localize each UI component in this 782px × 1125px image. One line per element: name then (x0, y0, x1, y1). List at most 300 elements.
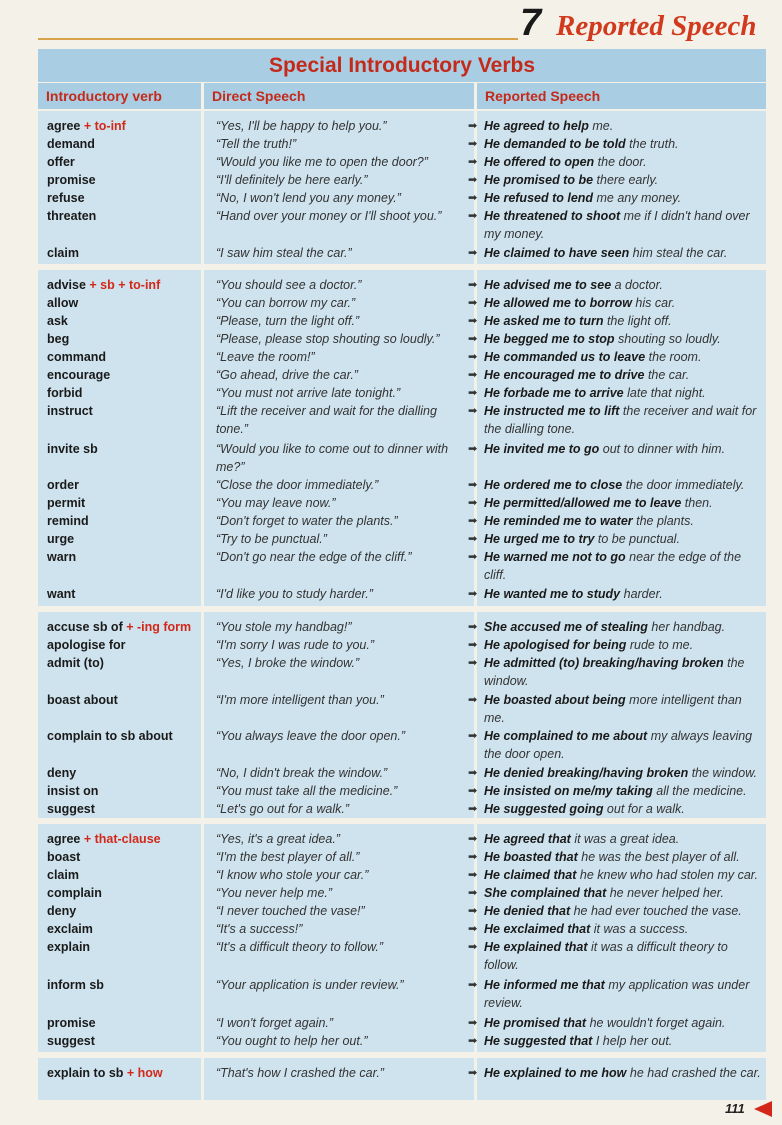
arrow-icon: ➡ (468, 1067, 478, 1079)
reported-rest: the plants. (632, 514, 694, 528)
introductory-verb (47, 530, 74, 548)
reported-key-phrase: He instructed me to lift (484, 404, 620, 418)
reported-key-phrase: He begged me to stop (484, 332, 615, 346)
verb-text: beg (47, 332, 70, 346)
direct-speech: “Yes, it's a great idea.” (216, 832, 340, 846)
verb-text: deny (47, 904, 77, 918)
reported-speech (484, 348, 766, 366)
introductory-verb (47, 848, 80, 866)
reported-speech (484, 884, 766, 902)
reported-key-phrase: He boasted that (484, 850, 578, 864)
reported-key-phrase: She complained that (484, 886, 607, 900)
arrow-icon: ➡ (468, 551, 478, 563)
arrow-icon: ➡ (468, 297, 478, 309)
reported-speech (484, 976, 766, 1012)
introductory-verb (47, 402, 93, 420)
direct-speech: “You can borrow my car.” (216, 296, 356, 310)
reported-rest: the door. (594, 155, 647, 169)
verb-pattern: + that-clause (80, 832, 161, 846)
direct-speech: “I saw him steal the car.” (216, 246, 352, 260)
arrow-icon: ➡ (468, 192, 478, 204)
reported-rest: rude to me. (626, 638, 694, 652)
direct-speech: “No, I didn't break the window.” (216, 766, 388, 780)
reported-speech (484, 530, 766, 548)
reported-speech (484, 189, 766, 207)
reported-rest: shouting so loudly. (614, 332, 721, 346)
verb-text: threaten (47, 209, 97, 223)
verb-text: remind (47, 514, 89, 528)
introductory-verb (47, 976, 104, 994)
introductory-verb (47, 866, 79, 884)
verb-pattern: + how (123, 1066, 163, 1080)
reported-key-phrase: She accused me of stealing (484, 620, 648, 634)
reported-rest: he had crashed the car. (626, 1066, 761, 1080)
reported-key-phrase: He demanded to be told (484, 137, 626, 151)
verb-text: permit (47, 496, 86, 510)
reported-rest: it was a difficult theory to follow. (484, 940, 728, 972)
verb-text: suggest (47, 802, 95, 816)
arrow-icon: ➡ (468, 174, 478, 186)
reported-key-phrase: He denied that (484, 904, 571, 918)
reported-key-phrase: He encouraged me to drive (484, 368, 645, 382)
reported-key-phrase: He advised me to see (484, 278, 612, 292)
introductory-verb (47, 548, 76, 566)
arrow-icon: ➡ (468, 887, 478, 899)
verb-text: instruct (47, 404, 93, 418)
introductory-verb (47, 636, 125, 654)
reported-speech (484, 476, 766, 494)
header-rule (38, 38, 518, 40)
reported-key-phrase: He ordered me to close (484, 478, 623, 492)
reported-rest: he had ever touched the vase. (570, 904, 742, 918)
verb-text: insist on (47, 784, 99, 798)
verb-text: deny (47, 766, 77, 780)
reported-speech (484, 938, 766, 974)
reported-rest: the car. (644, 368, 690, 382)
reported-key-phrase: He allowed me to borrow (484, 296, 632, 310)
reported-key-phrase: He claimed that (484, 868, 577, 882)
reported-key-phrase: He warned me not to go (484, 550, 626, 564)
reported-speech (484, 548, 766, 584)
verb-text: urge (47, 532, 75, 546)
reported-key-phrase: He informed me that (484, 978, 605, 992)
arrow-icon: ➡ (468, 979, 478, 991)
direct-speech: “Let's go out for a walk.” (216, 802, 350, 816)
arrow-icon: ➡ (468, 443, 478, 455)
introductory-verb (47, 884, 102, 902)
reported-key-phrase: He promised to be (484, 173, 594, 187)
arrow-icon: ➡ (468, 803, 478, 815)
verb-pattern: + -ing form (122, 620, 192, 634)
reported-speech (484, 1014, 766, 1032)
table-section (38, 824, 766, 1052)
verb-text: offer (47, 155, 75, 169)
introductory-verb (47, 1014, 96, 1032)
column-header-reported: Reported Speech (477, 83, 766, 109)
direct-speech: “Hand over your money or I'll shoot you.” (216, 209, 442, 223)
introductory-verb (47, 330, 69, 348)
verb-text: apologise for (47, 638, 126, 652)
introductory-verb (47, 440, 98, 458)
verb-text: agree (47, 119, 81, 133)
reported-rest: all the medicine. (652, 784, 747, 798)
reported-rest: he knew who had stolen my car. (576, 868, 758, 882)
verb-text: warn (47, 550, 77, 564)
reported-speech (484, 402, 766, 438)
introductory-verb (47, 727, 173, 745)
reported-rest: his car. (631, 296, 676, 310)
direct-speech: “You never help me.” (216, 886, 333, 900)
verb-text: order (47, 478, 79, 492)
direct-speech: “You always leave the door open.” (216, 729, 406, 743)
introductory-verb (47, 938, 90, 956)
introductory-verb (47, 782, 98, 800)
arrow-icon: ➡ (468, 247, 478, 259)
verb-text: complain to sb about (47, 729, 173, 743)
reported-rest: me if I didn't hand over my money. (484, 209, 750, 241)
reported-speech (484, 782, 766, 800)
direct-speech: “You must take all the medicine.” (216, 784, 398, 798)
reported-rest: the door immediately. (622, 478, 745, 492)
column-header-direct: Direct Speech (204, 83, 474, 109)
reported-rest: he was the best player of all. (577, 850, 740, 864)
direct-speech: “You may leave now.” (216, 496, 336, 510)
arrow-icon: ➡ (468, 657, 478, 669)
arrow-icon: ➡ (468, 923, 478, 935)
reported-rest: late that night. (623, 386, 706, 400)
arrow-icon: ➡ (468, 694, 478, 706)
reported-speech (484, 654, 766, 690)
reported-key-phrase: He explained to me how (484, 1066, 627, 1080)
reported-rest: then. (681, 496, 713, 510)
introductory-verb (47, 135, 95, 153)
reported-rest: more intelligent than me. (484, 693, 742, 725)
reported-speech (484, 312, 766, 330)
reported-key-phrase: He offered to open (484, 155, 595, 169)
arrow-icon: ➡ (468, 621, 478, 633)
reported-speech (484, 153, 766, 171)
reported-speech (484, 294, 766, 312)
reported-key-phrase: He boasted about being (484, 693, 626, 707)
page-number: 111 (725, 1101, 745, 1116)
reported-key-phrase: He agreed to help (484, 119, 589, 133)
reported-speech (484, 494, 766, 512)
reported-key-phrase: He complained to me about (484, 729, 648, 743)
direct-speech: “Would you like me to open the door?” (216, 155, 428, 169)
reported-rest: it was a great idea. (570, 832, 680, 846)
arrow-icon: ➡ (468, 941, 478, 953)
reported-rest: my application was under review. (484, 978, 750, 1010)
chapter-number: 7 (520, 2, 542, 44)
arrow-icon: ➡ (468, 851, 478, 863)
reported-key-phrase: He exclaimed that (484, 922, 591, 936)
introductory-verb (47, 654, 104, 672)
verb-text: ask (47, 314, 68, 328)
reported-speech (484, 440, 766, 458)
reported-key-phrase: He threatened to shoot (484, 209, 621, 223)
direct-speech: “Please, turn the light off.” (216, 314, 360, 328)
introductory-verb (47, 800, 95, 818)
reported-rest: it was a success. (590, 922, 689, 936)
direct-speech: “It's a success!” (216, 922, 303, 936)
direct-speech: “Don't go near the edge of the cliff.” (216, 550, 412, 564)
arrow-icon: ➡ (468, 138, 478, 150)
direct-speech: “You stole my handbag!” (216, 620, 352, 634)
verb-text: forbid (47, 386, 83, 400)
reported-speech (484, 618, 766, 636)
reported-speech (484, 764, 766, 782)
reported-key-phrase: He asked me to turn (484, 314, 604, 328)
reported-key-phrase: He forbade me to arrive (484, 386, 624, 400)
table-section (38, 111, 766, 264)
reported-rest: me any money. (593, 191, 682, 205)
introductory-verb (47, 276, 160, 294)
reported-key-phrase: He claimed to have seen (484, 246, 630, 260)
introductory-verb (47, 476, 79, 494)
introductory-verb (47, 171, 96, 189)
reported-key-phrase: He reminded me to water (484, 514, 633, 528)
chapter-title: Reported Speech (556, 10, 757, 42)
direct-speech: “You must not arrive late tonight.” (216, 386, 401, 400)
introductory-verb (47, 348, 106, 366)
introductory-verb (47, 902, 76, 920)
reported-rest: the light off. (603, 314, 672, 328)
direct-speech: “Lift the receiver and wait for the dialling tone.” (216, 404, 437, 436)
page-header (0, 0, 782, 48)
direct-speech: “Your application is under review.” (216, 978, 404, 992)
introductory-verb (47, 830, 161, 848)
reported-speech (484, 585, 766, 603)
reported-speech (484, 330, 766, 348)
introductory-verb (47, 920, 93, 938)
verb-text: suggest (47, 1034, 95, 1048)
direct-speech: “You should see a doctor.” (216, 278, 362, 292)
reported-key-phrase: He apologised for being (484, 638, 627, 652)
introductory-verb (47, 512, 89, 530)
reported-key-phrase: He denied breaking/having broken (484, 766, 689, 780)
arrow-icon: ➡ (468, 905, 478, 917)
direct-speech: “I know who stole your car.” (216, 868, 369, 882)
direct-speech: “It's a difficult theory to follow.” (216, 940, 384, 954)
direct-speech: “Leave the room!” (216, 350, 315, 364)
introductory-verb (47, 384, 82, 402)
direct-speech: “You ought to help her out.” (216, 1034, 368, 1048)
direct-speech: “Would you like to come out to dinner with me?” (216, 442, 449, 474)
direct-speech: “I won't forget again.” (216, 1016, 334, 1030)
direct-speech: “I'm sorry I was rude to you.” (216, 638, 374, 652)
direct-speech: “Yes, I'll be happy to help you.” (216, 119, 387, 133)
reported-key-phrase: He suggested that (484, 1034, 593, 1048)
arrow-icon: ➡ (468, 833, 478, 845)
arrow-icon: ➡ (468, 785, 478, 797)
arrow-icon: ➡ (468, 156, 478, 168)
direct-speech: “I'd like you to study harder.” (216, 587, 373, 601)
reported-rest: to be punctual. (594, 532, 680, 546)
direct-speech: “Don't forget to water the plants.” (216, 514, 398, 528)
direct-speech: “That's how I crashed the car.” (216, 1066, 384, 1080)
reported-speech (484, 1032, 766, 1050)
reported-rest: me. (588, 119, 614, 133)
reported-key-phrase: He urged me to try (484, 532, 595, 546)
introductory-verb (47, 153, 75, 171)
reported-key-phrase: He insisted on me/my taking (484, 784, 653, 798)
reported-speech (484, 866, 766, 884)
introductory-verb (47, 1064, 163, 1082)
reported-speech (484, 830, 766, 848)
reported-key-phrase: He wanted me to study (484, 587, 621, 601)
table-section (38, 270, 766, 606)
reported-rest: the window. (688, 766, 758, 780)
reported-speech (484, 512, 766, 530)
reported-rest: him steal the car. (629, 246, 728, 260)
direct-speech: “Yes, I broke the window.” (216, 656, 360, 670)
arrow-icon: ➡ (468, 279, 478, 291)
reported-rest: a doctor. (611, 278, 663, 292)
reported-speech (484, 171, 766, 189)
direct-speech: “Go ahead, drive the car.” (216, 368, 358, 382)
verb-text: command (47, 350, 107, 364)
arrow-icon: ➡ (468, 497, 478, 509)
reported-key-phrase: He invited me to go (484, 442, 600, 456)
verb-text: promise (47, 173, 96, 187)
arrow-icon: ➡ (468, 315, 478, 327)
verb-text: explain to sb (47, 1066, 124, 1080)
reported-rest: the truth. (625, 137, 679, 151)
introductory-verb (47, 117, 126, 135)
reported-rest: he wouldn't forget again. (586, 1016, 726, 1030)
reported-speech (484, 1064, 766, 1082)
arrow-icon: ➡ (468, 405, 478, 417)
introductory-verb (47, 189, 85, 207)
verb-text: demand (47, 137, 95, 151)
arrow-icon: ➡ (468, 515, 478, 527)
reported-rest: there early. (593, 173, 659, 187)
reported-speech (484, 800, 766, 818)
direct-speech: “I never touched the vase!” (216, 904, 365, 918)
verb-pattern: + to-inf (80, 119, 126, 133)
verb-pattern: + sb + to-inf (85, 278, 161, 292)
arrow-icon: ➡ (468, 588, 478, 600)
reported-key-phrase: He promised that (484, 1016, 587, 1030)
reported-key-phrase: He commanded us to leave (484, 350, 646, 364)
introductory-verb (47, 244, 79, 262)
verb-text: inform sb (47, 978, 104, 992)
verb-text: admit (to) (47, 656, 104, 670)
introductory-verb (47, 366, 110, 384)
reported-speech (484, 902, 766, 920)
arrow-icon: ➡ (468, 1035, 478, 1047)
reported-rest: I help her out. (592, 1034, 673, 1048)
introductory-verb (47, 691, 118, 709)
verb-text: promise (47, 1016, 96, 1030)
direct-speech: “Tell the truth!” (216, 137, 297, 151)
direct-speech: “I'm more intelligent than you.” (216, 693, 384, 707)
reported-key-phrase: He permitted/allowed me to leave (484, 496, 682, 510)
reported-speech (484, 244, 766, 262)
reported-speech (484, 920, 766, 938)
verb-text: claim (47, 868, 79, 882)
verb-text: advise (47, 278, 86, 292)
reported-speech (484, 135, 766, 153)
reported-rest: near the edge of the cliff. (484, 550, 742, 582)
verb-text: exclaim (47, 922, 93, 936)
verb-text: boast (47, 850, 81, 864)
reported-speech (484, 727, 766, 763)
introductory-verb (47, 312, 68, 330)
arrow-icon: ➡ (468, 869, 478, 881)
table-title: Special Introductory Verbs (38, 49, 766, 82)
arrow-icon: ➡ (468, 767, 478, 779)
introductory-verb (47, 585, 75, 603)
table-section (38, 1058, 766, 1100)
arrow-icon: ➡ (468, 333, 478, 345)
reported-speech (484, 207, 766, 243)
verb-text: claim (47, 246, 79, 260)
reported-rest: the receiver and wait for the dialling tone. (484, 404, 757, 436)
verb-text: invite sb (47, 442, 98, 456)
direct-speech: “Close the door immediately.” (216, 478, 379, 492)
reported-speech (484, 848, 766, 866)
direct-speech: “Please, please stop shouting so loudly.” (216, 332, 440, 346)
arrow-icon: ➡ (468, 730, 478, 742)
reported-rest: harder. (620, 587, 663, 601)
introductory-verb (47, 764, 76, 782)
arrow-icon: ➡ (468, 533, 478, 545)
introductory-verb (47, 1032, 95, 1050)
reported-key-phrase: He admitted (to) breaking/having broken (484, 656, 724, 670)
verb-text: explain (47, 940, 91, 954)
direct-speech: “No, I won't lend you any money.” (216, 191, 401, 205)
reported-speech (484, 636, 766, 654)
reported-key-phrase: He refused to lend (484, 191, 594, 205)
verb-text: encourage (47, 368, 111, 382)
introductory-verb (47, 618, 191, 636)
arrow-icon: ➡ (468, 369, 478, 381)
column-headers (38, 83, 766, 109)
verb-text: boast about (47, 693, 118, 707)
arrow-icon: ➡ (468, 351, 478, 363)
direct-speech: “Try to be punctual.” (216, 532, 327, 546)
table-section (38, 612, 766, 818)
arrow-icon: ➡ (468, 479, 478, 491)
verb-text: accuse sb of (47, 620, 123, 634)
arrow-icon: ➡ (468, 639, 478, 651)
reported-rest: the window. (484, 656, 745, 688)
direct-speech: “I'll definitely be here early.” (216, 173, 368, 187)
reported-rest: the room. (645, 350, 702, 364)
verb-text: complain (47, 886, 102, 900)
arrow-icon: ➡ (468, 387, 478, 399)
introductory-verb (47, 207, 96, 225)
reported-speech (484, 117, 766, 135)
reported-rest: he never helped her. (606, 886, 724, 900)
reported-rest: her handbag. (647, 620, 726, 634)
arrow-icon: ➡ (468, 120, 478, 132)
column-header-verb: Introductory verb (38, 83, 201, 109)
reported-speech (484, 366, 766, 384)
reported-speech (484, 691, 766, 727)
reported-speech (484, 384, 766, 402)
reported-rest: my always leaving the door open. (484, 729, 753, 761)
introductory-verb (47, 494, 85, 512)
verb-text: refuse (47, 191, 85, 205)
verb-text: want (47, 587, 76, 601)
reported-key-phrase: He suggested going (484, 802, 604, 816)
arrow-icon: ➡ (468, 210, 478, 222)
verb-text: agree (47, 832, 81, 846)
reported-rest: out for a walk. (603, 802, 685, 816)
reported-speech (484, 276, 766, 294)
